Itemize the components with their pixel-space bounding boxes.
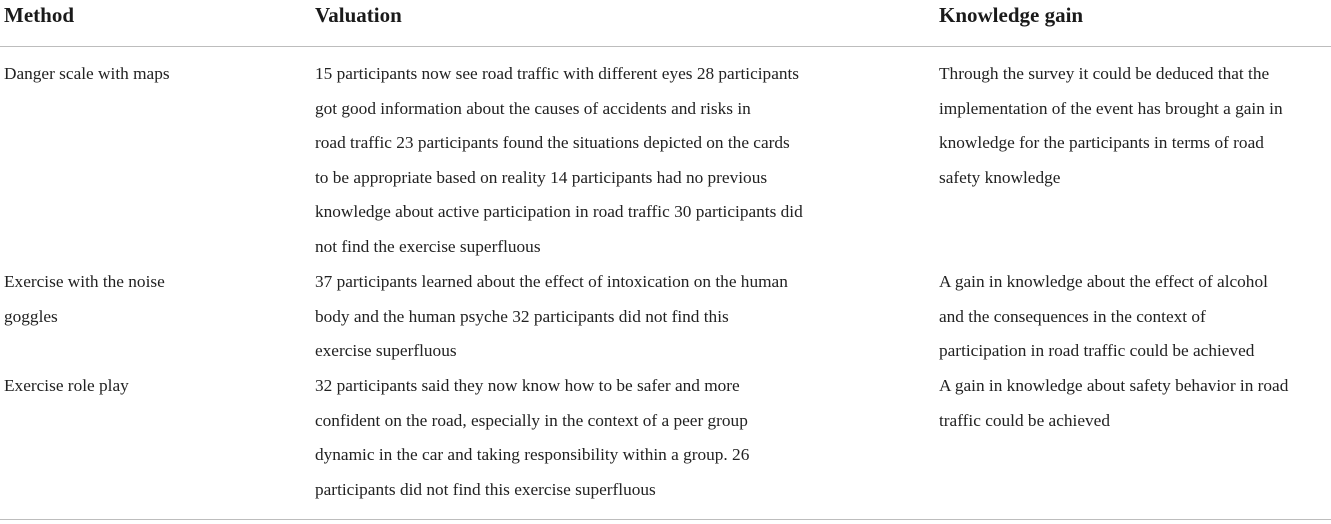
cell-line: safety knowledge [939,167,1061,187]
cell-line: Exercise role play [4,376,129,395]
cell-line: body and the human psyche 32 participants did not find this [315,306,729,326]
cell-line: Exercise with the noise [4,272,165,291]
knowledge-gain-cell [939,57,1329,195]
header-valuation: Valuation [315,3,402,27]
table-header-row [0,0,1331,47]
valuation-cell [315,265,875,369]
table-row [0,265,1331,369]
cell-line: participation in road traffic could be achieved [939,341,1255,361]
cell-line: not find the exercise superfluous [315,236,541,256]
table-bottom-rule [0,519,1331,520]
method-cell [4,57,294,92]
table-row [0,57,1331,265]
cell-line: got good information about the causes of accidents and risks in [315,98,751,118]
cell-line: and the consequences in the context of [939,306,1206,326]
header-knowledge-gain: Knowledge gain [939,3,1084,27]
table-row [0,369,1331,509]
cell-line: Danger scale with maps [4,64,170,83]
cell-line: Through the survey it could be deduced that the [939,64,1270,83]
cell-line: knowledge about active participation in road traffic 30 participants did [315,202,803,222]
cell-line: implementation of the event has brought a gain in [939,98,1283,118]
cell-line: A gain in knowledge about safety behavior in road [939,376,1289,395]
cell-line: 32 participants said they now know how to be safer and more [315,376,740,395]
cell-line: participants did not find this exercise superfluous [315,479,656,499]
cell-line: goggles [4,306,58,326]
valuation-cell [315,57,875,265]
header-method: Method [4,3,74,27]
valuation-cell [315,369,875,507]
cell-line: confident on the road, especially in the context of a peer group [315,410,748,430]
knowledge-gain-cell [939,265,1329,369]
cell-line: 15 participants now see road traffic with different eyes 28 participants [315,64,800,83]
cell-line: 37 participants learned about the effect of intoxication on the human [315,272,788,291]
cell-line: exercise superfluous [315,341,457,361]
method-cell [4,265,294,334]
method-cell [4,369,294,404]
cell-line: to be appropriate based on reality 14 participants had no previous [315,167,768,187]
cell-line: road traffic 23 participants found the situations depicted on the cards [315,133,790,153]
knowledge-gain-cell [939,369,1329,438]
cell-line: traffic could be achieved [939,410,1110,430]
cell-line: knowledge for the participants in terms of road [939,133,1264,153]
cell-line: A gain in knowledge about the effect of alcohol [939,272,1268,291]
cell-line: dynamic in the car and taking responsibility within a group. 26 [315,445,750,465]
